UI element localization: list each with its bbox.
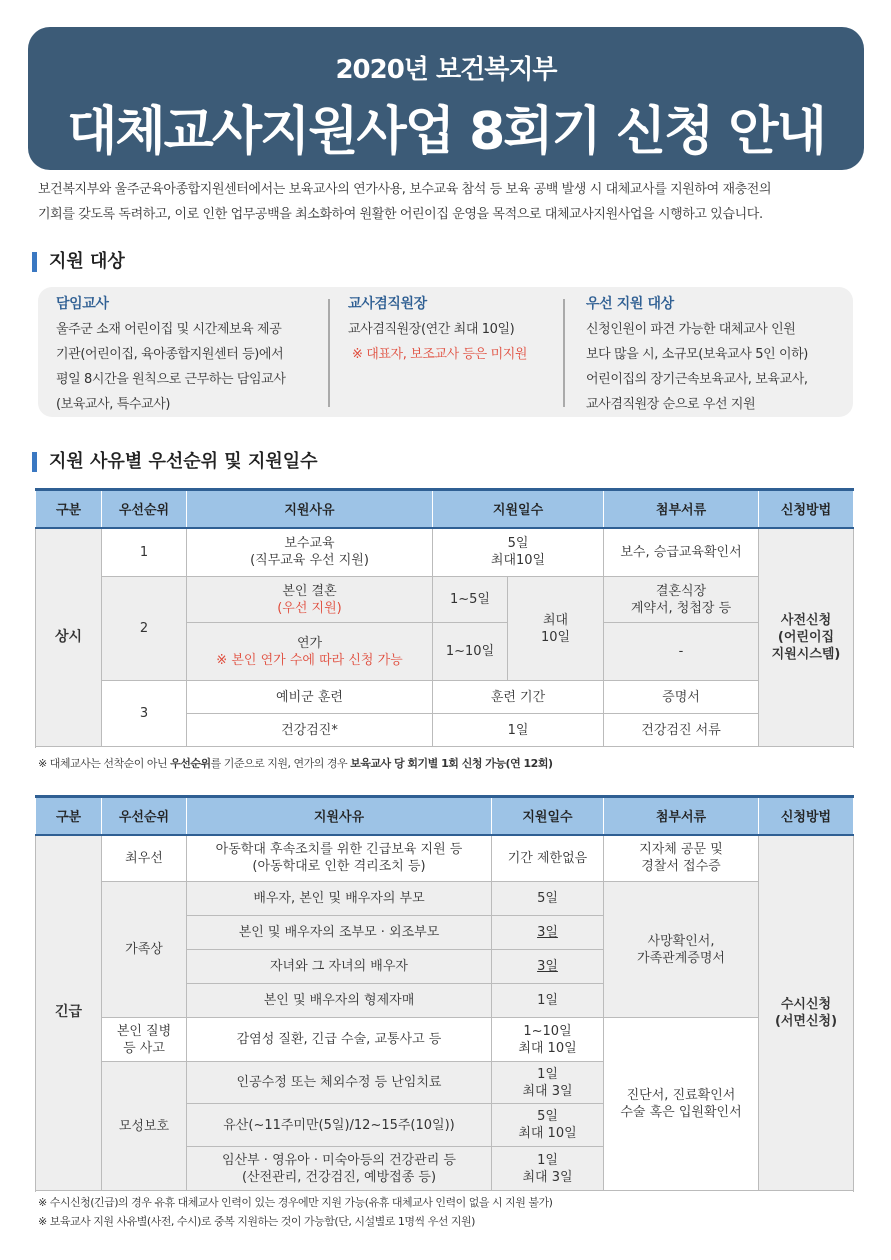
reason-cell: 자녀와 그 자녀의 배우자 (187, 950, 492, 984)
th-category: 구분 (36, 797, 102, 835)
days-cell: 1~10일 (433, 623, 508, 681)
days-max: 최대 10일 (518, 1040, 577, 1056)
reason-cell: 유산(~11주미만(5일)/12~15주(10일)) (187, 1104, 492, 1147)
reason-text: 연가 (296, 635, 323, 651)
note-text: 를 기준으로 지원, 연가의 경우 (210, 757, 351, 770)
reason-cell: 예비군 훈련 (187, 681, 433, 714)
docs-cell (604, 835, 759, 882)
reason-cell (187, 577, 433, 623)
th-docs: 첨부서류 (604, 490, 759, 528)
col-line: 교사겸직원장(연간 최대 10일) (348, 322, 515, 337)
method-urgent (759, 835, 854, 1191)
table2-footnote-duplicate: ※ 보육교사 지원 사유별(사전, 수시)로 중복 지원하는 것이 가능함(단, 시설별로 1명씩 우선 지원) (38, 1215, 475, 1228)
th-category: 구분 (36, 490, 102, 528)
priority-text: 본인 질병 (116, 1023, 172, 1039)
priority-cell: 1 (102, 528, 187, 577)
method-line: 수시신청 (780, 996, 832, 1012)
reason-subtext: (직무교육 우선 지원) (250, 553, 369, 569)
reason-text: 보수교육 (284, 536, 335, 552)
reason-cell (187, 528, 433, 577)
days-cell: 3일 (492, 950, 604, 984)
docs-cell (604, 1018, 759, 1191)
days-cell: 훈련 기간 (433, 681, 604, 714)
reason-cell: 감염성 질환, 긴급 수술, 교통사고 등 (187, 1018, 492, 1062)
priority-cell: 최우선 (102, 835, 187, 882)
days-cell (433, 528, 604, 577)
category-regular: 상시 (36, 528, 102, 747)
docs-cell: - (604, 623, 759, 681)
priority-cell: 가족상 (102, 882, 187, 1018)
note-bold: 우선순위 (170, 757, 211, 770)
days-cell (492, 1147, 604, 1191)
days-cell: 1~5일 (433, 577, 508, 623)
category-urgent: 긴급 (36, 835, 102, 1191)
priority-cell (102, 1018, 187, 1062)
docs-text: 진단서, 진료확인서 (626, 1088, 736, 1103)
th-reason: 지원사유 (187, 490, 433, 528)
th-docs: 첨부서류 (604, 797, 759, 835)
column-divider (328, 299, 330, 407)
reason-cell: 본인 및 배우자의 조부모 · 외조부모 (187, 916, 492, 950)
regular-support-table (35, 488, 854, 747)
method-regular (759, 528, 854, 747)
target-col-priority (586, 292, 846, 417)
days-text: 1~10일 (523, 1023, 572, 1039)
reason-subtext: (아동학대로 인한 격리조치 등) (252, 859, 426, 875)
reason-cell: 배우자, 본인 및 배우자의 부모 (187, 882, 492, 916)
intro-line: 기회를 갖도록 독려하고, 이로 인한 업무공백을 최소화하여 원활한 어린이집 운영을 목적으로 대체교사지원사업을 시행하고 있습니다. (38, 207, 763, 222)
priority-cell: 2 (102, 577, 187, 681)
days-text: 5일 (537, 1109, 558, 1124)
urgent-support-table (35, 795, 854, 1191)
th-method: 신청방법 (759, 490, 854, 528)
method-line: (서면신청) (774, 1013, 838, 1029)
reason-cell: 본인 및 배우자의 형제자매 (187, 984, 492, 1018)
days-text: 5일 (507, 536, 529, 552)
days-max: 최대 3일 (522, 1169, 573, 1185)
docs-cell: 건강검진 서류 (604, 714, 759, 747)
column-divider (563, 299, 565, 407)
docs-text: 경찰서 접수증 (641, 859, 721, 875)
col-line: 기관(어린이집, 육아종합지원센터 등)에서 (56, 347, 284, 362)
col-line: (보육교사, 특수교사) (56, 397, 171, 412)
banner-subtitle: 2020년 보건복지부 (335, 55, 557, 85)
reason-text: 본인 결혼 (282, 583, 337, 599)
docs-cell: 보수, 승급교육확인서 (604, 528, 759, 577)
target-box (38, 287, 853, 417)
reason-note: ※ 본인 연가 수에 따라 신청 가능 (216, 652, 403, 668)
th-priority: 우선순위 (102, 490, 187, 528)
days-max: 최대 3일 (522, 1083, 573, 1099)
reason-text: 아동학대 후속조치를 위한 긴급보육 지원 등 (215, 842, 463, 858)
table1-footnote (38, 755, 553, 771)
col-line: 신청인원이 파견 가능한 대체교사 인원 (586, 322, 796, 337)
col-line: 울주군 소재 어린이집 및 시간제보육 제공 (56, 322, 282, 337)
reason-cell (187, 835, 492, 882)
days-text: 1일 (537, 1152, 558, 1168)
col-heading: 담임교사 (56, 296, 109, 312)
docs-text: 지자체 공문 및 (639, 842, 723, 858)
docs-cell (604, 577, 759, 623)
table2-footnote-urgent: ※ 수시신청(긴급)의 경우 유휴 대체교사 인력이 있는 경우에만 지원 가능(유휴 대체교사 인력이 없을 시 지원 불가) (38, 1196, 553, 1209)
method-line: (어린이집 (777, 629, 835, 645)
col-line: 교사겸직원장 순으로 우선 지원 (586, 397, 756, 412)
days-cell (492, 1018, 604, 1062)
col-line: 어린이집의 장기근속보육교사, 보육교사, (586, 372, 808, 387)
target-col-director (348, 292, 558, 367)
docs-text: 사망확인서, (647, 933, 715, 949)
days-max: 최대 10일 (518, 1126, 577, 1141)
col-note: ※ 대표자, 보조교사 등은 미지원 (352, 347, 528, 362)
th-days: 지원일수 (433, 490, 604, 528)
days-cell: 기간 제한없음 (492, 835, 604, 882)
section-title-priority: 지원 사유별 우선순위 및 지원일수 (32, 452, 318, 472)
days-max-cell (508, 577, 604, 681)
reason-cell (187, 1147, 492, 1191)
priority-cell: 3 (102, 681, 187, 747)
days-cell: 5일 (492, 882, 604, 916)
docs-text: 가족관계증명서 (637, 950, 725, 966)
th-reason: 지원사유 (187, 797, 492, 835)
col-heading: 교사겸직원장 (348, 296, 427, 312)
col-heading: 우선 지원 대상 (586, 296, 674, 312)
th-method: 신청방법 (759, 797, 854, 835)
note-bold: 보육교사 당 회기별 1회 신청 가능(연 12회) (350, 757, 553, 770)
col-line: 평일 8시간을 원칙으로 근무하는 담임교사 (56, 372, 286, 387)
days-max-value: 10일 (540, 629, 571, 645)
days-cell: 1일 (492, 984, 604, 1018)
days-max: 최대10일 (490, 553, 546, 569)
banner-title: 대체교사지원사업 8회기 신청 안내 (67, 102, 825, 162)
th-days: 지원일수 (492, 797, 604, 835)
col-line: 보다 많을 시, 소규모(보육교사 5인 이하) (586, 347, 808, 362)
priority-text: 등 사고 (123, 1040, 165, 1056)
reason-cell (187, 623, 433, 681)
docs-text: 결혼식장 (655, 583, 707, 599)
note-text: ※ 대체교사는 선착순이 아닌 (38, 757, 171, 770)
method-line: 지원시스템) (771, 646, 841, 662)
days-max-label: 최대 (542, 612, 569, 628)
intro-line: 보건복지부와 울주군육아종합지원센터에서는 보육교사의 연가사용, 보수교육 참석 등 보육 공백 발생 시 대체교사를 지원하여 재충전의 (38, 182, 772, 197)
days-cell (492, 1062, 604, 1104)
intro-paragraph (38, 177, 858, 227)
reason-cell: 건강검진* (187, 714, 433, 747)
docs-cell (604, 882, 759, 1018)
docs-cell: 증명서 (604, 681, 759, 714)
th-priority: 우선순위 (102, 797, 187, 835)
title-banner (28, 27, 864, 170)
reason-note: (우선 지원) (277, 600, 342, 616)
reason-text: 임산부 · 영유아 · 미숙아등의 건강관리 등 (222, 1152, 456, 1168)
days-text: 1일 (537, 1066, 558, 1082)
docs-text: 수술 혹은 입원확인서 (620, 1105, 742, 1120)
priority-cell: 모성보호 (102, 1062, 187, 1191)
section-title-target: 지원 대상 (32, 252, 125, 272)
docs-text: 계약서, 청첩장 등 (630, 600, 732, 616)
reason-subtext: (산전관리, 건강검진, 예방접종 등) (241, 1169, 437, 1185)
days-cell: 3일 (492, 916, 604, 950)
days-cell (492, 1104, 604, 1147)
method-line: 사전신청 (780, 612, 832, 628)
reason-cell: 인공수정 또는 체외수정 등 난임치료 (187, 1062, 492, 1104)
target-col-homeroom (56, 292, 326, 417)
days-cell: 1일 (433, 714, 604, 747)
